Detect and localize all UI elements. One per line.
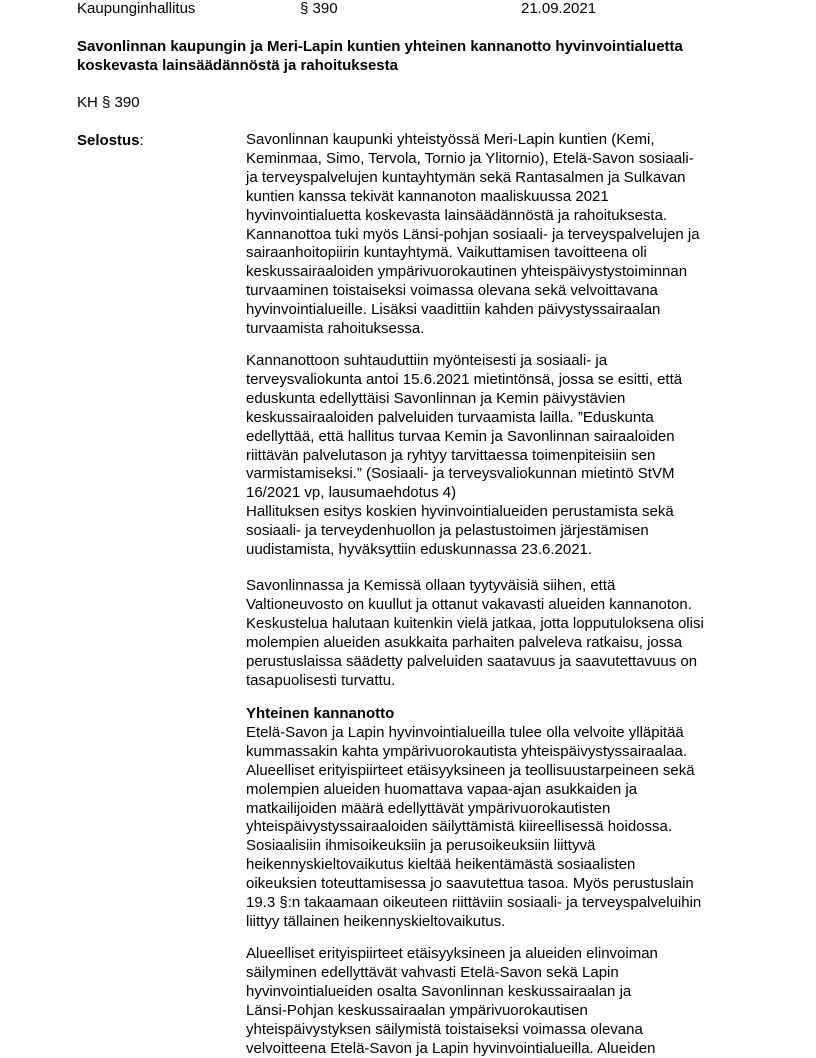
text-line: keskussairaaloiden ympärivuorokautinen yhteispäivystystoiminnan: [246, 263, 688, 281]
text-line: uudistamista, hyväksyttiin eduskunnassa 23.6.2021.: [246, 541, 593, 559]
text-line: Savonlinnan kaupunki yhteistyössä Meri-Lapin kuntien (Kemi,: [246, 131, 655, 148]
text-line: yhteispäivystyksen säilymistä toistaiseksi voimassa olevana: [246, 1020, 643, 1038]
text-line: yhteispäivystyssairaaloiden säilyttämistä kiireellisessä hoidossa.: [246, 818, 673, 836]
header-date: 21.09.2021: [521, 0, 597, 17]
body-paragraph: [246, 577, 746, 690]
text-line: Länsi-Pohjan keskussairaalan ympärivuorokautisen: [246, 1001, 588, 1019]
header-org: Kaupunginhallitus: [77, 0, 196, 17]
selostus-colon: :: [139, 132, 144, 149]
text-line: molempien alueiden asukkaita parhaiten palveleva ratkaisu, jossa: [246, 633, 683, 651]
text-line: Alueelliset erityispiirteet etäisyyksineen ja alueiden elinvoiman: [246, 945, 658, 962]
document-title: [77, 37, 777, 75]
text-line: säilyminen edellyttävät vahvasti Etelä-Savon sekä Lapin: [246, 963, 619, 981]
text-line: turvaaminen toistaiseksi voimassa olevana sekä velvoittavana: [246, 282, 658, 300]
text-line: riittävän palvelutason ja ryhtyy tarvittaessa toimenpiteisiin sen: [246, 446, 656, 464]
title-line: Savonlinnan kaupungin ja Meri-Lapin kuntien yhteinen kannanotto hyvinvointialuetta: [77, 38, 683, 55]
section-label: [77, 131, 144, 150]
body-paragraph: [246, 945, 746, 1058]
text-line: Savonlinnassa ja Kemissä ollaan tyytyväisiä siihen, että: [246, 577, 616, 594]
text-line: 19.3 §:n takaamaan oikeuteen riittäviin sosiaali- ja terveyspalveluihin: [246, 894, 702, 912]
text-line: varmistamiseksi.” (Sosiaali- ja terveysvaliokunnan mietintö StVM: [246, 465, 675, 483]
text-line: Hallituksen esitys koskien hyvinvointialueiden perustamista sekä: [246, 503, 674, 521]
selostus-label-text: Selostus: [77, 132, 140, 149]
text-line: Sosiaalisiin ihmisoikeuksiin ja perusoikeuksiin liittyvä: [246, 837, 596, 855]
text-line: molempien alueiden huomattava vapaa-ajan asukkaiden ja: [246, 780, 638, 798]
text-line: eduskunta edellyttäisi Savonlinnan ja Kemin päivystävien: [246, 389, 626, 407]
text-line: hyvinvointialueille. Lisäksi vaadittiin kahden päivystyssairaalan: [246, 301, 661, 319]
text-line: Kannanottoa tuki myös Länsi-pohjan sosiaali- ja terveyspalvelujen ja: [246, 225, 700, 243]
text-line: sosiaali- ja terveydenhuollon ja pelastustoimen järjestämisen: [246, 522, 649, 540]
kannanotto-section: [246, 705, 746, 932]
text-line: tasapuolisesti turvattu.: [246, 671, 396, 689]
text-line: edellyttää, että hallitus turvaa Kemin ja Savonlinnan sairaaloiden: [246, 427, 675, 445]
body-paragraph: [246, 352, 746, 560]
text-line: sairaanhoitopiirin kuntayhtymä. Vaikuttamisen tavoitteena oli: [246, 244, 647, 262]
title-line: koskevasta lainsäädännöstä ja rahoituksesta: [77, 57, 398, 74]
text-line: Valtioneuvosto on kuullut ja ottanut vakavasti alueiden kannanoton.: [246, 595, 692, 613]
header-section: § 390: [300, 0, 338, 17]
text-line: kuntien kanssa tekivät kannanoton maaliskuussa 2021: [246, 187, 609, 205]
text-line: ja terveyspalvelujen kuntayhtymän sekä Rantasalmen ja Sulkavan: [246, 168, 686, 186]
text-line: Etelä-Savon ja Lapin hyvinvointialueilla tulee olla velvoite ylläpitää: [246, 723, 684, 741]
text-line: perustuslaissa säädetty palveluiden saatavuus ja saavutettavuus on: [246, 652, 698, 670]
section-heading: Yhteinen kannanotto: [246, 705, 395, 722]
text-line: terveysvaliokunta antoi 15.6.2021 mietintönsä, jossa se esitti, että: [246, 370, 683, 388]
body-paragraph: [246, 131, 746, 339]
text-line: Keskustelua halutaan kuitenkin vielä jatkaa, jotta lopputuloksena olisi: [246, 614, 704, 632]
text-line: keskussairaaloiden palveluiden turvaamista lailla. ”Eduskunta: [246, 408, 654, 426]
text-line: heikennyskieltovaikutus kieltää heikentämästä sosiaalisten: [246, 856, 636, 874]
text-line: Keminmaa, Simo, Tervola, Tornio ja Ylitornio), Etelä-Savon sosiaali-: [246, 149, 694, 167]
text-line: 16/2021 vp, lausumaehdotus 4): [246, 484, 457, 502]
text-line: Kannanottoon suhtauduttiin myönteisesti ja sosiaali- ja: [246, 352, 608, 369]
text-line: matkailijoiden määrä edellyttävät ympärivuorokautisten: [246, 799, 611, 817]
text-line: liittyy tällainen heikennyskieltovaikutus.: [246, 912, 506, 930]
text-line: kummassakin kahta ympärivuorokautista yhteispäivystyssairaalaa.: [246, 742, 688, 760]
text-line: turvaamista rahoituksessa.: [246, 320, 425, 338]
text-line: hyvinvointialueiden osalta Savonlinnan keskussairaalan ja: [246, 982, 632, 1000]
text-line: Alueelliset erityispiirteet etäisyyksineen ja teollisuustarpeineen sekä: [246, 761, 695, 779]
text-line: hyvinvointialuetta koskevasta lainsäädännöstä ja rahoituksesta.: [246, 206, 668, 224]
text-line: velvoitteena Etelä-Savon ja Lapin hyvinvointialueilla. Alueiden: [246, 1039, 656, 1057]
text-line: oikeuksien toteuttamisessa jo saavutettua tasoa. Myös perustuslain: [246, 875, 694, 893]
kh-reference: KH § 390: [77, 94, 140, 111]
